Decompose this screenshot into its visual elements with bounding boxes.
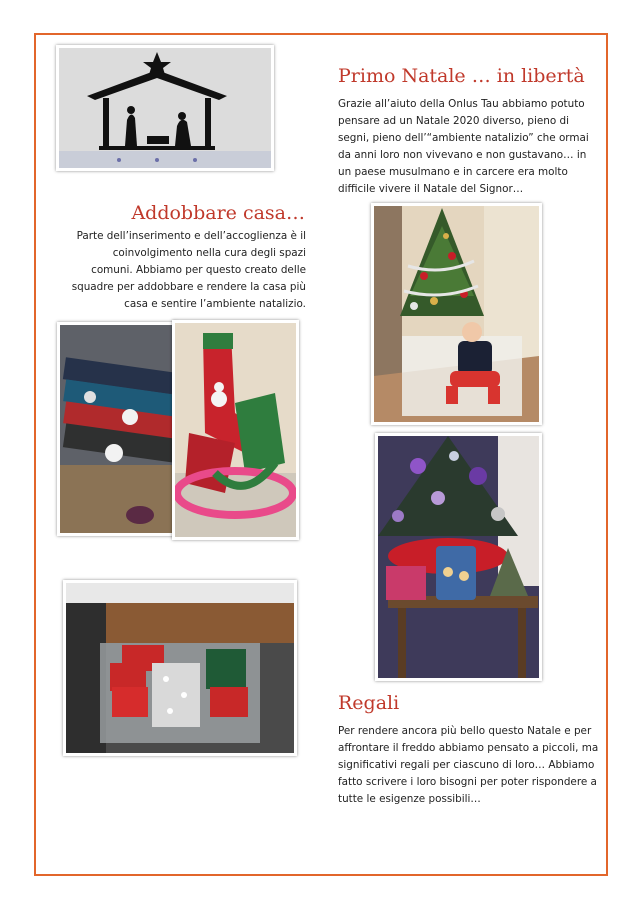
nativity-photo [56, 45, 274, 171]
regali-title: Regali [338, 692, 400, 714]
stockings-basket-photo [172, 320, 299, 540]
gifts-bin-photo [63, 580, 297, 756]
stockings-table-photo [57, 322, 177, 536]
primo-natale-text: Grazie all’aiuto della Onlus Tau abbiamo potuto pensare ad un Natale 2020 diverso, pieno di segni, pieno dell’“ambiente natalizio” che ormai da anni loro non vivevano e non gustavano… in un paese musulmano e in carcere era molto difficile vivere il Natale del Signor… [338, 98, 589, 195]
addobbare-text: Parte dell’inserimento e dell’accoglienza è il coinvolgimento nella cura degli spazi comuni. Abbiamo per questo creato delle squadre per addobbare e rendere la casa più casa e sentire l’ambiente natalizio. [71, 230, 306, 310]
child-christmas-tree-photo [371, 203, 542, 425]
nativity-table-photo [375, 433, 542, 681]
addobbare-title: Addobbare casa… [131, 202, 305, 224]
primo-natale-title: Primo Natale … in libertà [338, 65, 585, 87]
regali-text: Per rendere ancora più bello questo Natale e per affrontare il freddo abbiamo pensato a piccoli, ma significativi regali per ciascuno di loro… Abbiamo fatto scrivere i loro bisogni per poter rispondere a tutte le esigenze possibili… [338, 725, 599, 805]
